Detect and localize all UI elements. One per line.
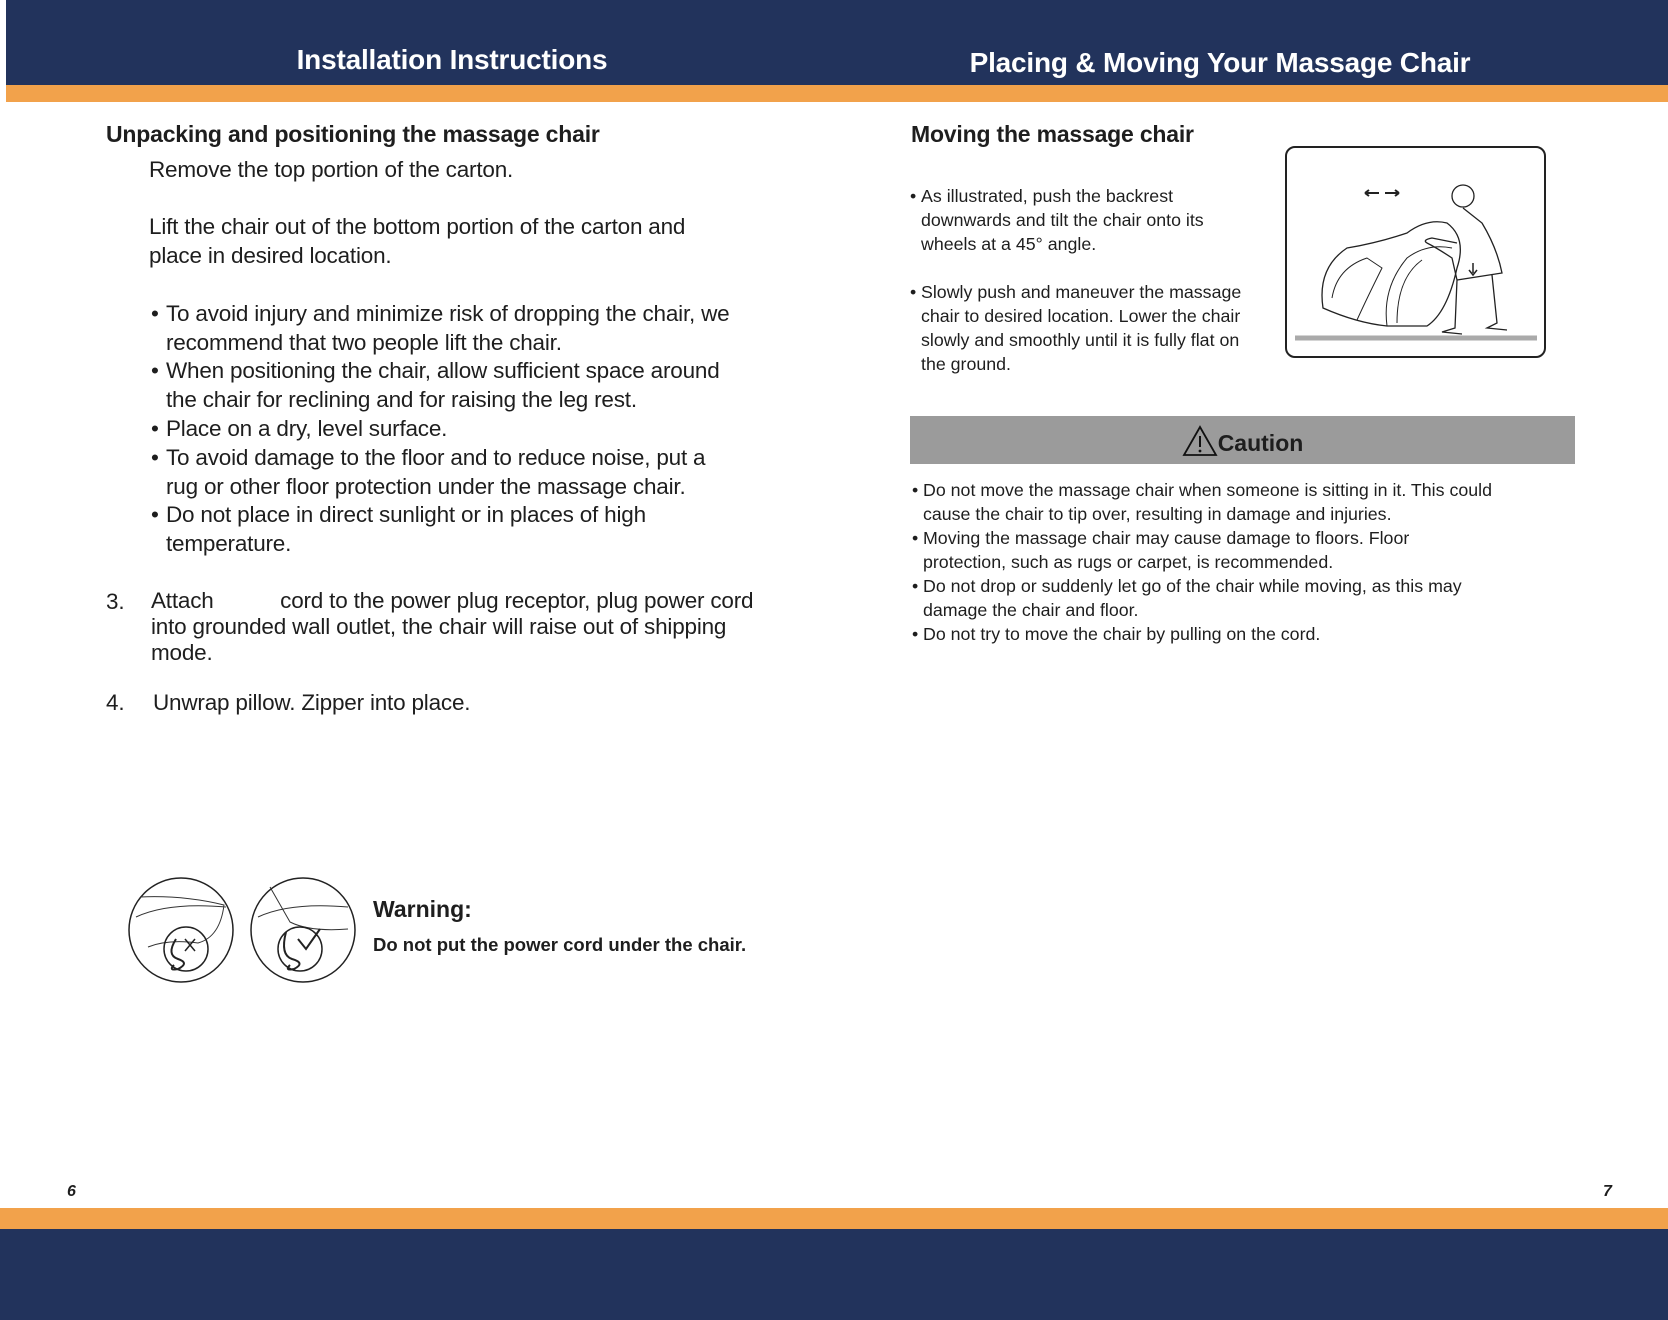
step-remove-top: Remove the top portion of the carton. bbox=[149, 157, 514, 182]
text-line: the ground. bbox=[921, 354, 1011, 374]
bullet: • bbox=[912, 576, 919, 596]
text-line: Lift the chair out of the bottom portion of the carton and bbox=[149, 214, 686, 239]
step-3-number: 3. bbox=[106, 589, 125, 614]
step-4-number: 4. bbox=[106, 690, 125, 715]
list-item bbox=[912, 478, 1492, 526]
caution-banner bbox=[910, 416, 1575, 464]
bullet: • bbox=[912, 624, 919, 644]
list-item bbox=[151, 415, 448, 444]
list-item bbox=[912, 622, 1321, 646]
text-line: mode. bbox=[151, 640, 213, 665]
text-line: As illustrated, push the backrest bbox=[921, 186, 1174, 206]
text-line: Moving the massage chair may cause damage to floors. Floor bbox=[923, 528, 1410, 548]
text-line: Do not place in direct sunlight or in places of high bbox=[166, 502, 646, 527]
text-line: Do not drop or suddenly let go of the chair while moving, as this may bbox=[923, 576, 1462, 596]
bullet: • bbox=[151, 358, 159, 383]
caution-heading bbox=[910, 425, 1575, 457]
list-item bbox=[151, 357, 720, 414]
list-item bbox=[912, 526, 1410, 574]
bullet: • bbox=[151, 445, 159, 470]
text-line: the chair for reclining and for raising the leg rest. bbox=[166, 386, 637, 412]
right-page-title: Placing & Moving Your Massage Chair bbox=[969, 47, 1471, 78]
text-line: protection, such as rugs or carpet, is recommended. bbox=[923, 552, 1334, 572]
footer-accent-stripe bbox=[0, 1208, 1668, 1229]
text-line: cause the chair to tip over, resulting in damage and injuries. bbox=[923, 504, 1392, 524]
left-page-title: Installation Instructions bbox=[296, 44, 608, 75]
caution-title-text: Caution bbox=[1217, 430, 1304, 456]
page-number-right: 7 bbox=[1603, 1183, 1612, 1200]
text-line: into grounded wall outlet, the chair will raise out of shipping bbox=[151, 614, 727, 639]
text-line: slowly and smoothly until it is fully flat on bbox=[921, 330, 1240, 350]
bullet: • bbox=[912, 480, 919, 500]
footer-band bbox=[0, 1229, 1668, 1320]
list-item bbox=[912, 574, 1462, 622]
list-item bbox=[910, 184, 1204, 256]
text-line: To avoid damage to the floor and to reduce noise, put a bbox=[166, 445, 706, 470]
step-4-text: Unwrap pillow. Zipper into place. bbox=[153, 690, 471, 715]
warning-triangle-icon bbox=[1182, 425, 1218, 457]
text-line: Slowly push and maneuver the massage bbox=[921, 282, 1242, 302]
moving-chair-illustration bbox=[1285, 146, 1546, 358]
warning-text: Do not put the power cord under the chair. bbox=[373, 934, 747, 955]
list-item bbox=[151, 444, 706, 501]
text-line: When positioning the chair, allow sufficient space around bbox=[166, 358, 720, 383]
text-line: temperature. bbox=[166, 530, 292, 556]
text-line: Do not try to move the chair by pulling on the cord. bbox=[923, 624, 1321, 644]
bullet: • bbox=[151, 502, 159, 527]
text-line: To avoid injury and minimize risk of dropping the chair, we bbox=[166, 301, 730, 326]
list-item bbox=[910, 280, 1242, 376]
bullet: • bbox=[912, 528, 919, 548]
text-line: rug or other floor protection under the massage chair. bbox=[166, 473, 686, 499]
page-number-left: 6 bbox=[67, 1183, 76, 1200]
step-lift-chair bbox=[149, 213, 685, 270]
bullet: • bbox=[910, 186, 917, 206]
text-line: chair to desired location. Lower the chair bbox=[921, 306, 1241, 326]
step-3-text bbox=[151, 588, 753, 666]
bullet: • bbox=[910, 282, 917, 302]
bullet: • bbox=[151, 416, 159, 441]
warning-title: Warning: bbox=[373, 896, 472, 922]
text-line: recommend that two people lift the chair. bbox=[166, 329, 562, 355]
list-item bbox=[151, 300, 730, 357]
text-line: Place on a dry, level surface. bbox=[166, 416, 448, 441]
cord-placement-correct-icon bbox=[250, 877, 356, 983]
text-line: Attach cord to the power plug receptor, plug power cord bbox=[151, 588, 754, 613]
text-line: downwards and tilt the chair onto its bbox=[921, 210, 1204, 230]
moving-heading: Moving the massage chair bbox=[911, 121, 1194, 147]
text-line: Do not move the massage chair when someone is sitting in it. This could bbox=[923, 480, 1492, 500]
bullet: • bbox=[151, 301, 159, 326]
text-line: wheels at a 45° angle. bbox=[921, 234, 1097, 254]
text-line: damage the chair and floor. bbox=[923, 600, 1139, 620]
person-tilting-chair-icon bbox=[1287, 148, 1544, 356]
text-line: place in desired location. bbox=[149, 242, 392, 268]
list-item bbox=[151, 501, 646, 558]
cord-under-chair-wrong-icon bbox=[128, 877, 234, 983]
unpacking-heading: Unpacking and positioning the massage chair bbox=[106, 121, 600, 147]
header-accent-stripe bbox=[6, 85, 1668, 102]
